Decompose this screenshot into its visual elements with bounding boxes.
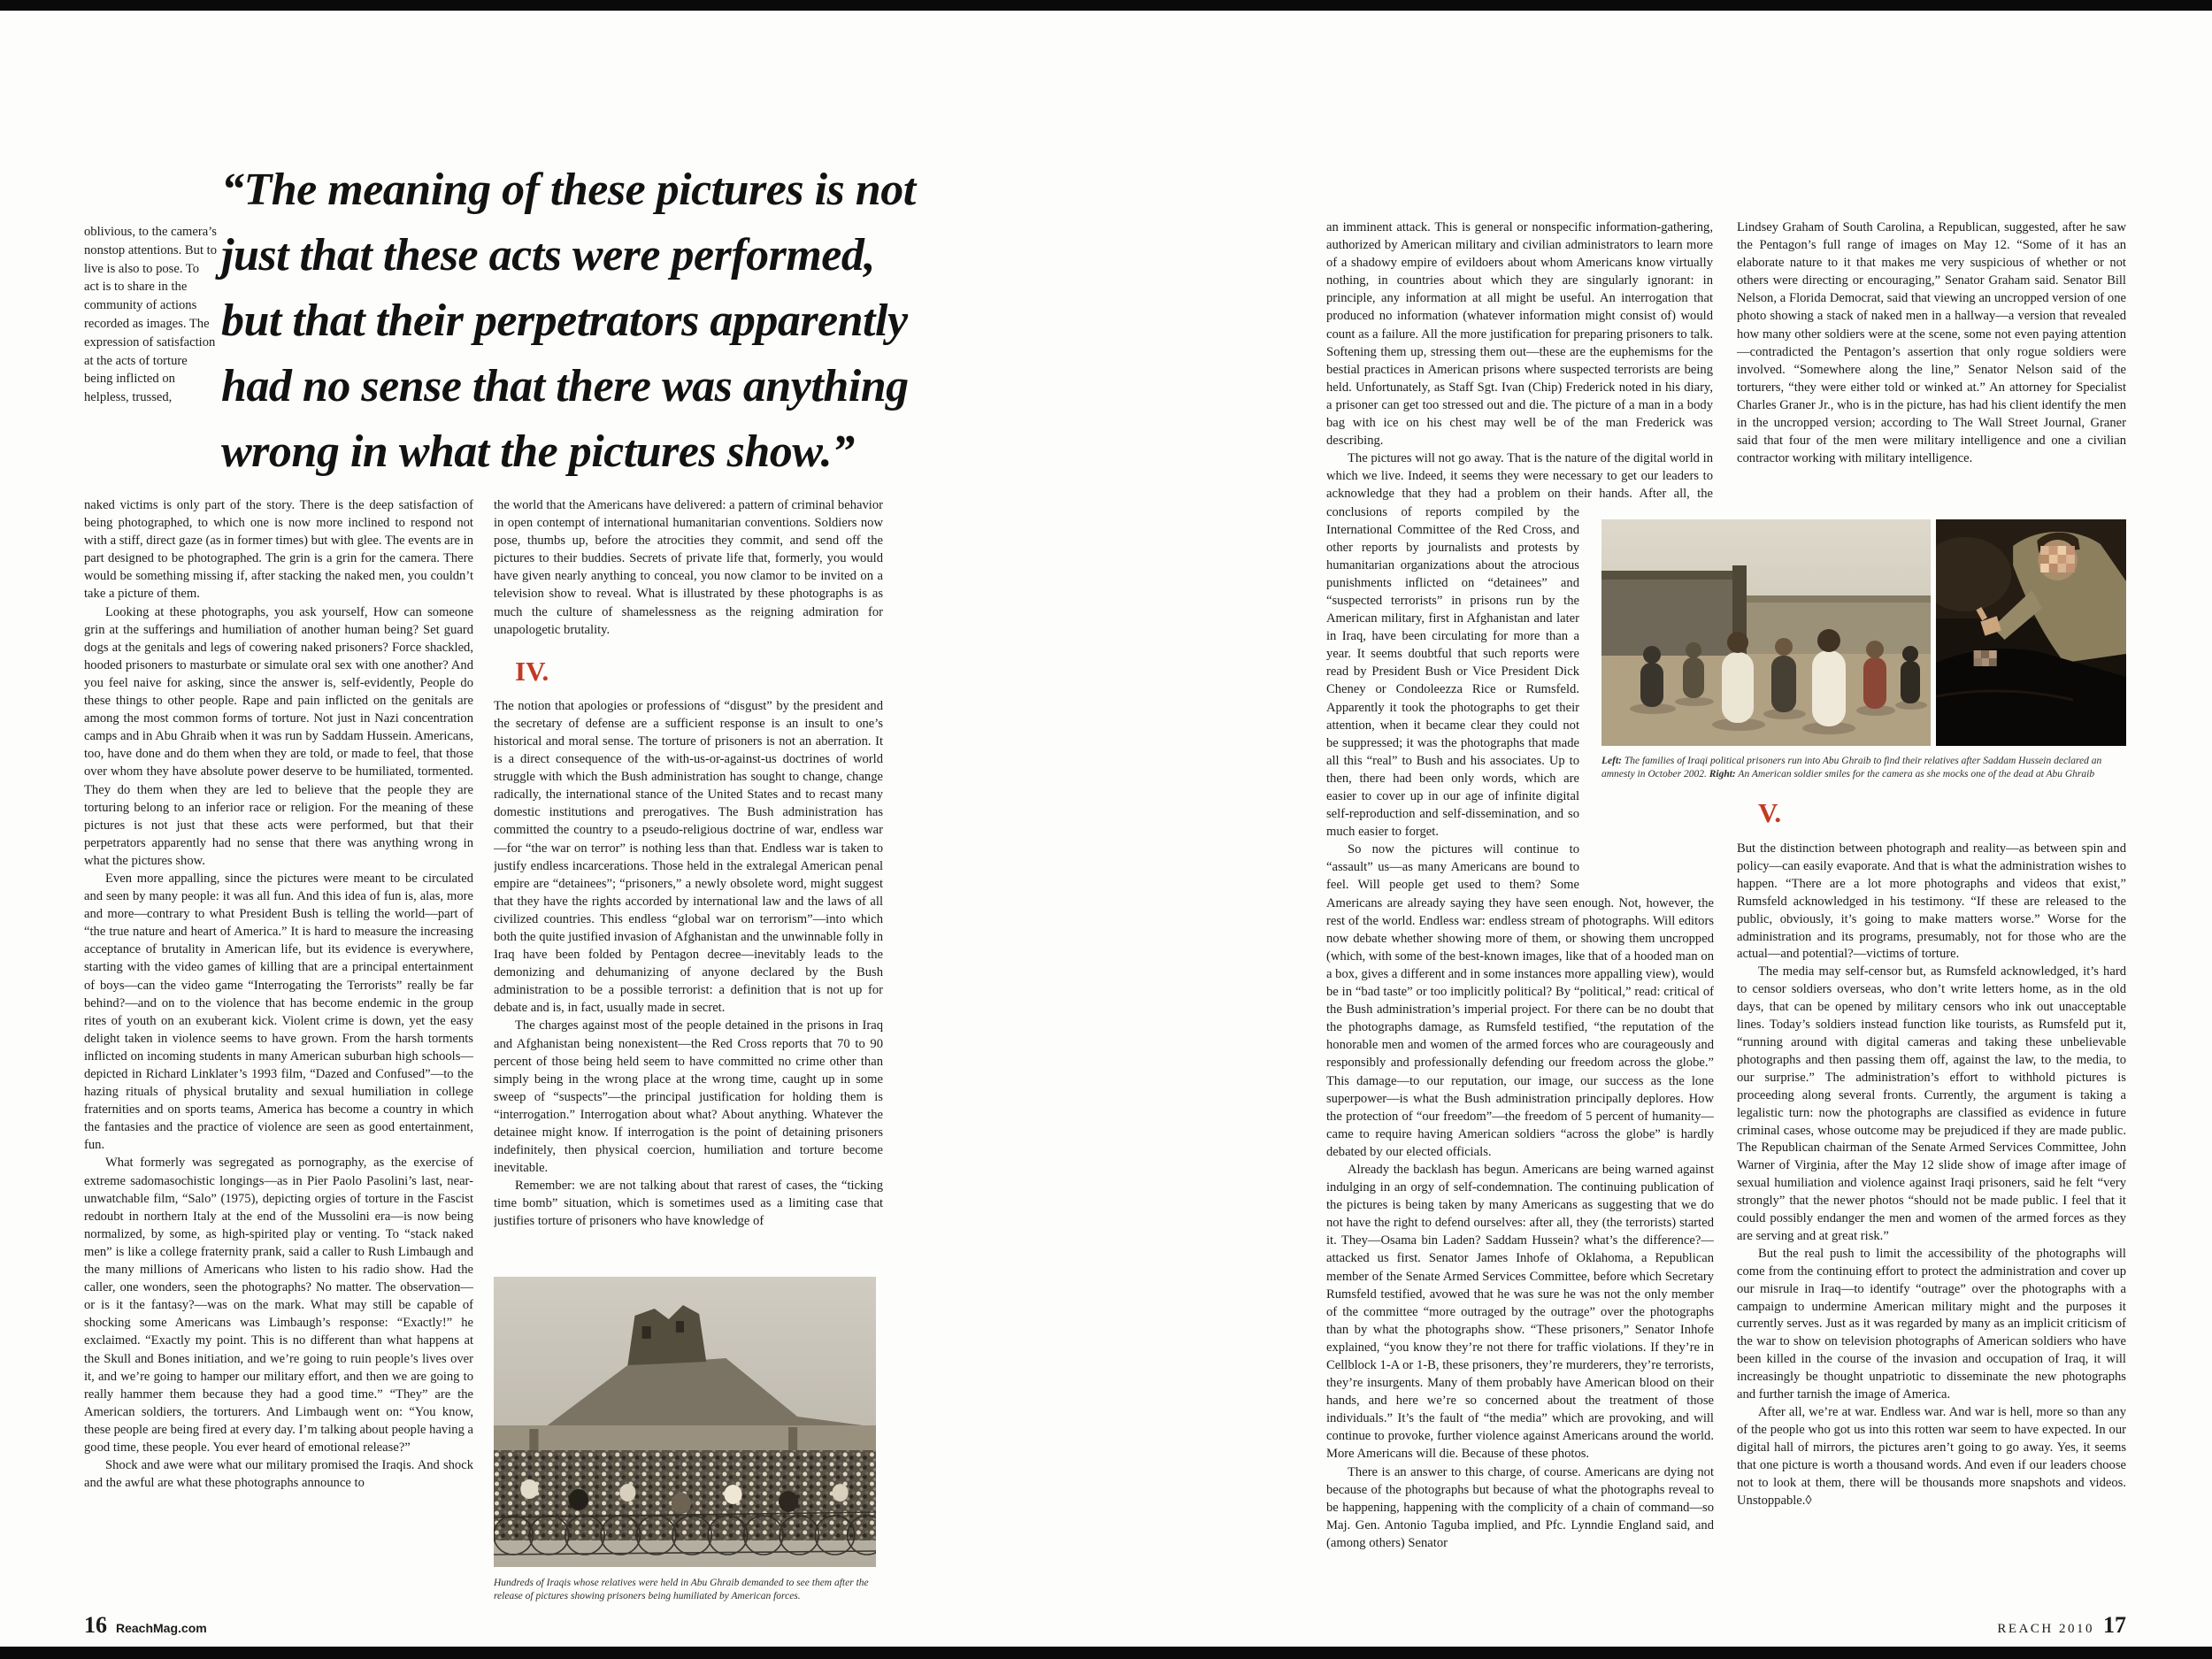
soldier-corpse-illustration <box>1936 519 2126 746</box>
body-paragraph: The notion that apologies or professions of “disgust” by the president and the secretary of defense are a sufficient response is an insult to one’s historical and moral sense. The torture of prisoners is not an aberration. It is a direct consequence of the with-us-or-against-us doctrines of world struggle with which the Bush administration has sought to change, change radically, the international stance of the United States and to recast many domestic institutions and prerogatives. The Bush administration has committed the country to a pseudo-religious doctrine of war, endless war—for “the war on terror” is nothing less than that. Endless war is taken to justify endless incarcerations. Those held in the extralegal American penal empire are “detainees”; “prisoners,” a newly obsolete word, might suggest that they have the rights accorded by international law and the laws of all civilized countries. This endless “global war on terrorism”—into which both the quite justified invasion of Afghanistan and the unwinnable folly in Iraq have been folded by Pentagon decree—inevitably leads to the demonizing and dehumanizing of anyone declared by the Bush administration to be a possible terrorist: a definition that is not up for debate and is, in fact, usually made in secret. <box>494 698 883 1016</box>
prisoners-families-photo <box>1601 519 1931 746</box>
caption-right-text: An American soldier smiles for the camera as she mocks one of the dead at Abu Ghraib <box>1738 769 2095 780</box>
site-name: ReachMag.com <box>116 1621 207 1635</box>
section-heading-iv: IV. <box>515 655 549 687</box>
folio-right <box>1595 1614 2126 1637</box>
pull-quote-line: just that these acts were performed, <box>221 230 875 280</box>
body-paragraph: an imminent attack. This is general or nonspecific information-gathering, authorized by American military and civilian administrators to learn more of a shadowy empire of evildoers about whom Americans know virtually nothing, in countries about which they are singularly ignorant: in principle, any information at all might be useful. An interrogation that produced no information (whatever information might consist of) would count as a failure. All the more justification for preparing prisoners to talk. Softening them up, stressing them out—these are the euphemisms for the bestial practices in American prisons where suspected terrorists are being held. Unfortunately, as Staff Sgt. Ivan (Chip) Frederick noted in his diary, a prisoner can get too stressed out and die. The picture of a man in a body bag with ice on his chest may well be of the man Frederick was describing. <box>1326 220 1713 449</box>
body-paragraph: Shock and awe were what our military promised the Iraqis. And shock and the awful are what these photographs announce to <box>84 1458 473 1491</box>
pull-quote <box>221 157 1053 485</box>
brand-name: REACH 2010 <box>1997 1622 2094 1636</box>
abu-ghraib-crowd-illustration <box>494 1277 876 1567</box>
families-running-illustration <box>1601 519 1931 746</box>
body-paragraph: There is an answer to this charge, of course. Americans are dying not because of the photographs but because of what the photographs reveal to be happening, happening with the complicity of a chain of command—so Maj. Gen. Antonio Taguba implied, and Pfc. Lynndie England said, and (among others) Senator <box>1326 1464 1714 1550</box>
photo-caption <box>1601 755 2127 781</box>
body-paragraph: Lindsey Graham of South Carolina, a Republican, suggested, after he saw the Pentagon’s full range of images on May 12. “Some of it has an elaborate nature to it that makes me very suspicious of whether or not others were directing or encouraging,” Senator Graham said. Senator Bill Nelson, a Florida Democrat, said that viewing an uncropped version of one photo showing a stack of naked men in a hallway—a version that revealed how many other soldiers were at the scene, some not even paying attention—contradicted the Pentagon’s assertion that only rogue soldiers were involved. “Somewhere along the line,” Senator Nelson said of the torturers, “they were either told or winked at.” An attorney for Specialist Charles Graner Jr., who is in the picture, has had his client identify the men in the uncropped version; according to The Wall Street Journal, Graner said that four of the men were military intelligence and one a civilian contractor working with military intelligence. <box>1737 220 2126 466</box>
caption-left-label: Left: <box>1601 756 1622 766</box>
right-page-column-2-bottom <box>1737 795 2126 1606</box>
body-paragraph: But the distinction between photograph and reality—as between spin and policy—can easily evaporate. And that is what the administration wishes to happen. “There are a lot more photographs and videos that exist,” Rumsfeld acknowledged in his testimony. “If these are released to the public, obviously, it’s going to make matters worse.” Worse for the administration and its programs, presumably, not for those who are the actual—and potential?—victims of torture. <box>1737 841 2126 962</box>
body-paragraph: Looking at these photographs, you ask yourself, How can someone grin at the sufferings and humiliation of another human being? Set guard dogs at the genitals and legs of cowering naked prisoners? Force shackled, hooded prisoners to masturbate or simulate oral sex with one another? And you feel naive for asking, since the answer is, self-evidently, People do these things to other people. Rape and pain inflicted on the genitals are among the most common forms of torture. Not just in Nazi concentration camps and in Abu Ghraib when it was run by Saddam Hussein. Americans, too, have done and do them when they are told, or made to feel, that those over whom they have absolute power deserve to be humiliated, tormented. They do them when they are led to believe that the people they are torturing belong to an inferior race or religion. For the meaning of these pictures is not just that these acts were performed, but that their perpetrators apparently had no sense that there was anything wrong in what the pictures show. <box>84 604 473 868</box>
body-paragraph: The media may self-censor but, as Rumsfeld acknowledged, it’s hard to censor soldiers overseas, who don’t write letters home, as in the old days, that can be opened by military censors who ink out unacceptable lines. Today’s soldiers instead function like tourists, as Rumsfeld put it, “running around with digital cameras and taking these unbelievable photographs and then passing them off, against the law, to the media, to our surprise.” The administration’s effort to withhold pictures is proceeding along several fronts. Currently, the argument is taking a legalistic turn: now the photographs are classified as evidence in future criminal cases, whose outcome may be prejudiced if they are made public. The Republican chairman of the Senate Armed Services Committee, John Warner of Virginia, after the May 12 slide show of image after image of sexual humiliation and violence against Iraqi prisoners, said he felt “very strongly” that the newer photos “should not be made public. I feel that it could possibly endanger the men and women of the armed forces as they are serving and at great risk.” <box>1737 964 2126 1243</box>
pull-quote-line: wrong in what the pictures show.” <box>221 426 855 477</box>
soldier-mocking-photo <box>1936 519 2126 746</box>
body-paragraph: the world that the Americans have delivered: a pattern of criminal behavior in open contempt of international humanitarian conventions. Soldiers now pose, thumbs up, before the atrocities they commit, and send off the pictures to their buddies. Secrets of private life that, formerly, you would have given nearly anything to conceal, you now clamor to be invited on a television show to reveal. What is illustrated by these photographs is as much the culture of shamelessness as the reigning admiration for unapologetic brutality. <box>494 498 883 637</box>
caption-right-label: Right: <box>1709 769 1736 780</box>
pull-quote-line: had no sense that there was anything <box>221 361 909 411</box>
column-intro-overflow: oblivious, to the camera’s nonstop attentions. But to live is also to pose. To act is to share in the community of actions recorded as images. The expression of satisfaction at the acts of torture being inflicted on helpless, trussed, <box>84 225 217 405</box>
body-paragraph: Even more appalling, since the pictures were meant to be circulated and seen by many people: it was all fun. And this idea of fun is, alas, more and more—contrary to what President Bush is telling the world—part of “the true nature and heart of America.” It is hard to measure the increasing acceptance of brutality in American life, but its evidence is everywhere, starting with the video games of killing that are a principal entertainment of boys—can the video game “Interrogating the Terrorists” really be far behind?—and on to the violence that has become endemic in the group rites of youth on an exuberant kick. Violent crime is down, yet the easy delight taken in violence seems to have grown. From the harsh torments inflicted on incoming students in many American suburban high schools—depicted in Richard Linklater’s 1993 film, “Dazed and Confused”—to the hazing rituals of physical brutality and sexual humiliation in college fraternities and on sports teams, America has become a country in which the fantasies and the practice of violence are seen as good entertainment, fun. <box>84 871 473 1153</box>
bottom-rule <box>0 1647 2212 1659</box>
pixelated-face <box>2040 546 2075 572</box>
abu-ghraib-crowd-photo <box>494 1277 876 1567</box>
page-number-left: 16 <box>84 1612 107 1638</box>
body-paragraph: After all, we’re at war. Endless war. And war is hell, more so than any of the people who got us into this rotten war seem to have expected. In our digital hall of mirrors, the pictures aren’t going to go away. Yes, it seems that one picture is worth a thousand words. And even if our leaders choose not to look at them, there will be thousands more snapshots and videos. Unstoppable.◊ <box>1737 1405 2126 1508</box>
body-paragraph: So now the pictures will continue to “assault” us—as many Americans are bound to feel. Will people get used to them? Some Americans are already saying they have seen enough. Not, however, the rest of the world. Endless war: endless stream of photographs. Will editors now debate whether showing more of them, or showing them uncropped (which, with some of the best-known images, like that of a hooded man on a box, gives a different and in some instances more appalling view), would be in “bad taste” or too implicitly political? By “political,” read: critical of the Bush administration’s imperial project. For there can be no doubt that the photographs damage, as Rumsfeld testified, “the reputation of the honorable men and women of the armed forces who are courageously and responsibly and professionally defending our freedom across the globe.” This damage—to our reputation, our image, our success as the lone superpower—is what the Bush administration principally deplores. How the protection of “our freedom”—the freedom of 5 percent of humanity—came to require having American soldiers “across the globe” is hardly debated by our elected officials. <box>1326 842 1714 1159</box>
left-page-column-1 <box>84 496 473 1604</box>
pixelated-corpse-face <box>1974 650 1997 666</box>
body-paragraph: But the real push to limit the accessibility of the photographs will come from the continuing effort to protect the administration and cover up our misrule in Iraq—to identify “outrage” over the photographs with a campaign to undermine American military might and the purposes it currently serves. Just as it was regarded by many as an implicit criticism of the war to show on television photographs of American soldiers who have been killed in the course of the invasion and occupation of Iraq, it will increasingly be thought unpatriotic to disseminate the new photographs and further tarnish the image of America. <box>1737 1246 2126 1402</box>
top-rule <box>0 0 2212 11</box>
caption-left-text: The families of Iraqi political prisoners run into Abu Ghraib to find their relatives after Saddam Hussein declared an amnesty in October 2002. <box>1601 756 2102 780</box>
folio-left <box>84 1614 615 1637</box>
body-paragraph: The pictures will not go away. That is the nature of the digital world in which we live. Indeed, it seems they were necessary to get our leaders to acknowledge that they had a problem on their hands. After all, the conclusions of reports compiled by the International Committee of the Red Cross, and other reports by journalists and protests by humanitarian organizations about the atrocious punishments inflicted on “detainees” and “suspected terrorists” in prisons run by the American military, first in Afghanistan and later in Iraq, have been circulating for more than a year. It seems doubtful that such reports were read by President Bush or Vice President Dick Cheney or Condoleezza Rice or Rumsfeld. Apparently it took the photographs to get their attention, when it became clear they could not be suppressed; it was the photographs that made all this “real” to Bush and his associates. Up to then, there had been only words, which are easier to cover up in our age of infinite digital self-reproduction and self-dissemination, and so much easier to forget. <box>1326 451 1713 840</box>
left-page-column-2 <box>494 496 883 1270</box>
body-paragraph: The charges against most of the people detained in the prisons in Iraq and Afghanistan being nonexistent—the Red Cross reports that 70 to 90 percent of those being held seem to have committed no crime other than simply being in the wrong place at the wrong time, caught up in some sweep of “suspects”—the principal justification for holding them is “interrogation.” Interrogation about what? About anything. Whatever the detainee might know. If interrogation is the point of detaining prisoners indefinitely, then physical coercion, humiliation and torture become inevitable. <box>494 1018 883 1176</box>
pull-quote-line: but that their perpetrators apparently <box>221 296 908 346</box>
body-paragraph: Already the backlash has begun. Americans are being warned against indulging in an orgy of self-condemnation. The continuing publication of the pictures is being taken by many Americans as suggesting that we do not have the right to defend ourselves: after all, they (the terrorists) started it. They—Osama bin Laden? Saddam Hussein? what’s the difference?—attacked us first. Senator James Inhofe of Oklahoma, a Republican member of the Senate Armed Services Committee, before which Secretary Rumsfeld testified, avowed that he was sure he was not the only member of the committee “more outraged by the outrage” over the photographs than by what the photographs show. “These prisoners,” Senator Inhofe explained, “you know they’re not there for traffic violations. If they’re in Cellblock 1-A or 1-B, these prisoners, they’re murderers, they’re terrorists, they’re insurgents. Many of them probably have American blood on their hands, and here we’re so concerned about the treatment of those individuals.” It’s the fault of “the media” which are provoking, and will continue to provoke, further violence against Americans around the world. More Americans will die. Because of these photos. <box>1326 1162 1714 1462</box>
photo-caption: Hundreds of Iraqis whose relatives were held in Abu Ghraib demanded to see them after the release of pictures showing prisoners being humiliated by American forces. <box>494 1578 869 1601</box>
body-paragraph: Remember: we are not talking about that rarest of cases, the “ticking time bomb” situation, which is sometimes used as a limiting case that justifies torture of prisoners who have knowledge of <box>494 1179 883 1229</box>
right-page-column-2-top <box>1737 219 2126 514</box>
section-heading-v: V. <box>1758 797 1782 828</box>
body-paragraph: naked victims is only part of the story. There is the deep satisfaction of being photographed, to which one is now more inclined to respond not with a stiff, direct gaze (as in former times) but with glee. The events are in part designed to be photographed. The grin is a grin for the camera. There would be something missing if, after stacking the naked men, you couldn’t take a picture of them. <box>84 498 473 602</box>
page-number-right: 17 <box>2103 1612 2126 1638</box>
pull-quote-line: “The meaning of these pictures is not <box>221 165 916 215</box>
right-page-column-1 <box>1326 219 1714 1604</box>
photo-wrap-spacer <box>1713 219 1714 519</box>
body-paragraph: What formerly was segregated as pornography, as the exercise of extreme sadomasochistic longings—as in Pier Paolo Pasolini’s last, near-unwatchable film, “Salo” (1975), depicting orgies of torture in the Fascist redoubt in northern Italy at the end of the Mussolini era—is now being normalized, by some, as high-spirited play or venting. To “stack naked men” is like a college fraternity prank, said a caller to Rush Limbaugh and the many millions of Americans who listen to his radio show. Had the caller, one wonders, seen the photographs? No matter. The observation—or is it the fantasy?—was on the mark. What may still be capable of shocking some Americans was Limbaugh’s response: “Exactly!” he exclaimed. “Exactly my point. This is no different than what happens at the Skull and Bones initiation, and we’re going to ruin people’s lives over it, and we’re going to hamper our military effort, and then we are going to really hammer them because they had a good time.” “They” are the American soldiers, the torturers. And Limbaugh went on: “You know, these people are being fired at every day. I’m talking about people having a good time, these people. You ever heard of emotional release?” <box>84 1156 473 1455</box>
